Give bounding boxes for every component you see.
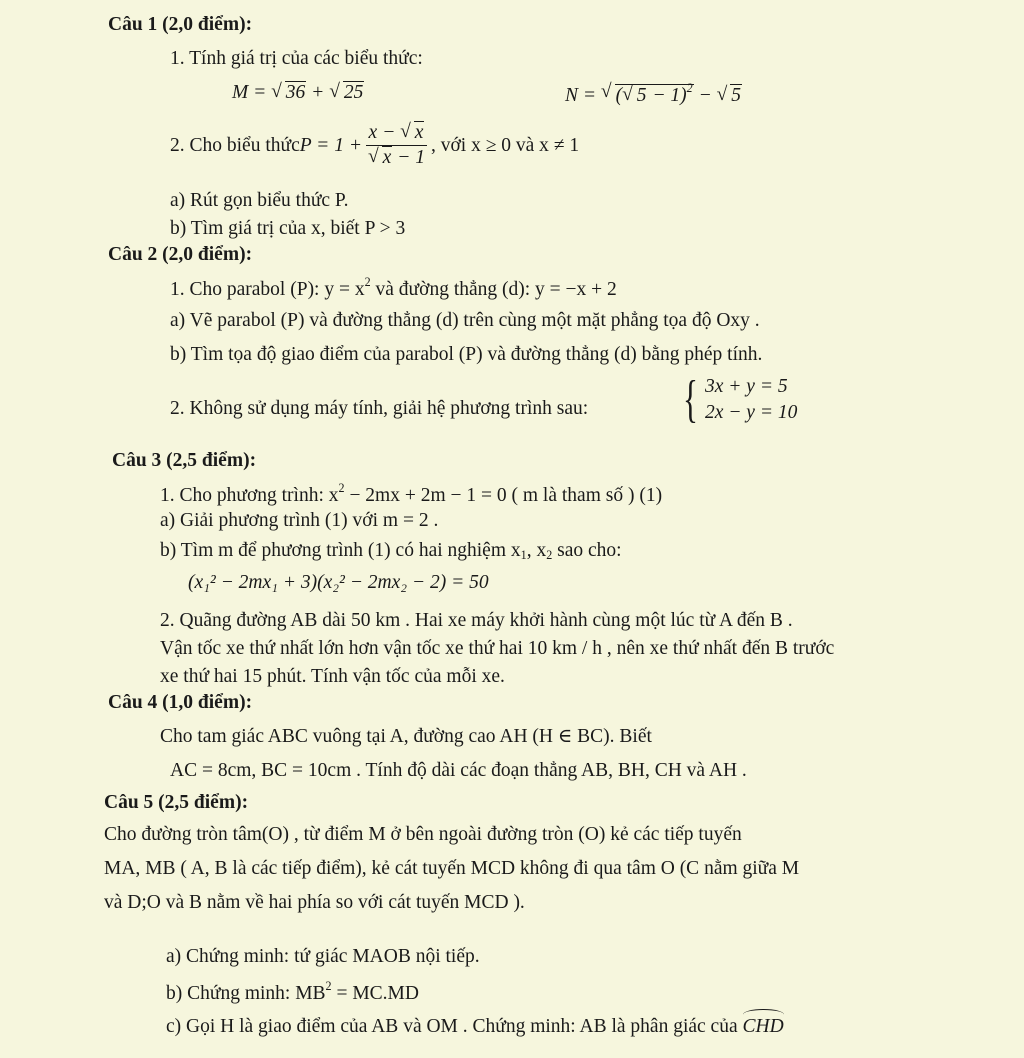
- cau3-part2-line1: 2. Quãng đường AB dài 50 km . Hai xe máy khởi hành cùng một lúc từ A đến B .: [160, 610, 793, 631]
- cau3-item-a: a) Giải phương trình (1) với m = 2 .: [160, 510, 439, 531]
- expression-M: M = √ 36 + √ 25: [232, 82, 364, 104]
- cau2-item-b: b) Tìm tọa độ giao điểm của parabol (P) và đường thẳng (d) bằng phép tính.: [170, 344, 763, 365]
- cau5-line3: và D;O và B nằm về hai phía so với cát tuyến MCD ).: [104, 892, 525, 913]
- cau4-line2: AC = 8cm, BC = 10cm . Tính độ dài các đoạn thẳng AB, BH, CH và AH .: [170, 760, 747, 781]
- cau1-title: Câu 1 (2,0 điểm):: [108, 14, 253, 35]
- cau3-part2-line3: xe thứ hai 15 phút. Tính vận tốc của mỗi xe.: [160, 666, 505, 687]
- cau1-item-a: a) Rút gọn biểu thức P.: [170, 190, 349, 211]
- cau3-condition-equation: (x₁² − 2mx₁ + 3)(x₂² − 2mx₂ − 2) = 50: [188, 572, 489, 593]
- cau5-title: Câu 5 (2,5 điểm):: [104, 792, 249, 813]
- cau3-part1: 1. Cho phương trình: $x^2 - 2mx + 2m - 1 = 0$ ( m là tham số ) (1): [160, 481, 663, 507]
- expression-P: 2. Cho biểu thức P = 1 + x − √ x √ x − 1 , với x ≥ 0 và x ≠ 1: [170, 122, 579, 170]
- cau2-item-a: a) Vẽ parabol (P) và đường thẳng (d) trên cùng một mặt phẳng tọa độ Oxy .: [170, 310, 760, 331]
- cau2-title: Câu 2 (2,0 điểm):: [108, 244, 253, 265]
- angle-CHD: CHD: [742, 1016, 784, 1037]
- cau3-item-b: b) Tìm m để phương trình (1) có hai nghiệm $x_1$, $x_2$ sao cho:: [160, 540, 622, 563]
- expression-N: N = √ (√ 5 − 1)$^2$ − √ 5: [565, 82, 742, 107]
- cau3-part2-line2: Vận tốc xe thứ nhất lớn hơn vận tốc xe thứ hai 10 km / h , nên xe thứ nhất đến B trước: [160, 638, 835, 659]
- cau2-part1: 1. Cho parabol (P): $y = x^2$ và đường thẳng (d): y = −x + 2: [170, 275, 617, 301]
- cau5-item-b: b) Chứng minh: $MB^2 = MC.MD$: [166, 979, 419, 1005]
- cau5-line2: MA, MB ( A, B là các tiếp điểm), kẻ cát tuyến MCD không đi qua tâm O (C nằm giữa M: [104, 858, 800, 879]
- cau4-line1: Cho tam giác ABC vuông tại A, đường cao AH (H ∈ BC). Biết: [160, 726, 652, 747]
- cau5-line1: Cho đường tròn tâm(O) , từ điểm M ở bên ngoài đường tròn (O) kẻ các tiếp tuyến: [104, 824, 742, 845]
- equation-system: { 3x + y = 5 2x − y = 10: [682, 371, 798, 428]
- cau2-part2: 2. Không sử dụng máy tính, giải hệ phương trình sau:: [170, 398, 589, 419]
- cau4-title: Câu 4 (1,0 điểm):: [108, 692, 253, 713]
- cau5-item-a: a) Chứng minh: tứ giác MAOB nội tiếp.: [166, 946, 480, 967]
- cau1-item-b: b) Tìm giá trị của x, biết P > 3: [170, 218, 406, 239]
- cau3-title: Câu 3 (2,5 điểm):: [112, 450, 257, 471]
- cau1-part1-intro: 1. Tính giá trị của các biểu thức:: [170, 48, 423, 69]
- cau5-item-c: c) Gọi H là giao điểm của AB và OM . Chứng minh: AB là phân giác của CHD: [166, 1016, 784, 1037]
